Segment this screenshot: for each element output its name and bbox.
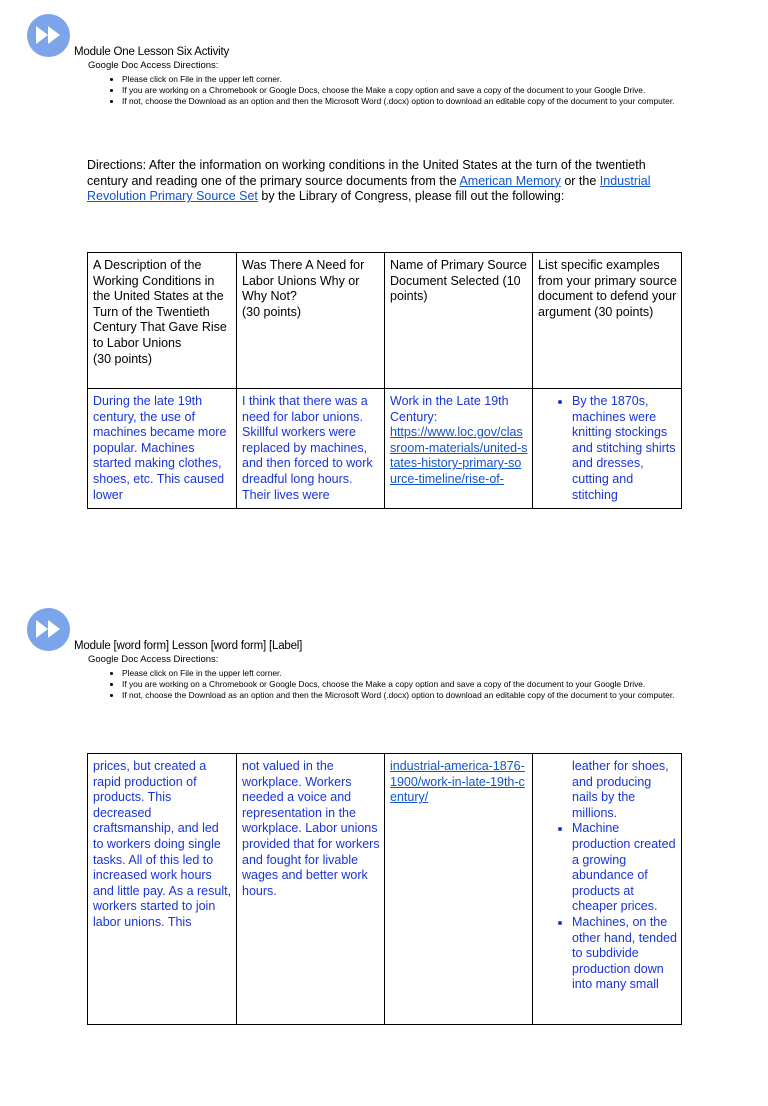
page-1 [0,0,768,512]
fast-forward-icon [36,620,62,638]
source-cell[interactable] [385,754,533,1025]
directions-text: by the Library of Congress, please fill out the following: [257,189,565,204]
primary-source-set-link[interactable]: Industrial Revolution Primary Source Set [87,173,651,204]
access-step: • If you are working on a Chromebook or Google Docs, choose the Make a copy option and save a copy of the document to your Google Drive. [122,85,702,96]
access-step: • Please click on File in the upper left corner. [122,668,702,679]
fast-forward-icon [36,26,62,44]
header-cell-examples: List specific examples from your primary source document to defend your argument (30 points) [533,253,682,389]
example-bullet: • Machines, on the other hand, tended to subdivide production down into many small [572,915,677,993]
directions-paragraph [87,158,687,205]
directions-text: Directions: After the information on working conditions in the United States at the turn of the twentieth century and reading one of the primary source documents from the [87,158,646,188]
examples-cell[interactable] [533,389,682,509]
access-step: • If not, choose the Download as an option and then the Microsoft Word (.docx) option to download an editable copy of the document to your computer. [122,690,702,701]
example-bullet: • Machine production created a growing abundance of products at cheaper prices. [572,821,677,915]
table-row [88,389,682,509]
module-title: Module One Lesson Six Activity [74,46,230,58]
access-directions-list [108,668,702,702]
description-cell[interactable]: prices, but created a rapid production of products. This decreased craftsmanship, and led to workers doing single tasks. All of this led to increased work hours and little pay. As a result, workers started to join labor unions. This [88,754,237,1025]
description-cell[interactable]: During the late 19th century, the use of machines became more popular. Machines started making clothes, shoes, etc. This caused lower [88,389,237,509]
header-cell-description: A Description of the Working Conditions in the United States at the Turn of the Twentieth Century That Gave Rise to Labor Unions (30 points) [88,253,237,389]
access-directions-heading: Google Doc Access Directions: [88,60,219,71]
examples-cell[interactable] [533,754,682,1025]
example-bullet: • By the 1870s, machines were knitting stockings and stitching shirts and dresses, cutting and stitching [572,394,677,503]
need-cell[interactable]: not valued in the workplace. Workers needed a voice and representation in the workplace. Labor unions provided that for workers and fought for livable wages and better work hours. [237,754,385,1025]
source-cell[interactable]: Work in the Late 19th Century: https://www.loc.gov/classroom-materials/united-states-history-primary-source-timeline/rise-of- [385,389,533,509]
module-title: Module [word form] Lesson [word form] [Label] [74,640,303,652]
access-step: • Please click on File in the upper left corner. [122,74,702,85]
fast-forward-button[interactable] [27,608,70,651]
source-link[interactable]: industrial-america-1876-1900/work-in-late-19th-century/ [390,759,525,805]
access-step: • If not, choose the Download as an option and then the Microsoft Word (.docx) option to download an editable copy of the document to your computer. [122,96,702,107]
table-row [88,754,682,1025]
access-directions-list [108,74,702,108]
directions-text: or the [560,173,600,188]
fast-forward-button[interactable] [27,14,70,57]
header-cell-source: Name of Primary Source Document Selected (10 points) [385,253,533,389]
activity-table-continued [87,753,682,1025]
need-cell[interactable]: I think that there was a need for labor unions. Skillful workers were replaced by machines, and then forced to work dreadful long hours. Their lives were [237,389,385,509]
page-2 [0,594,768,1106]
header-cell-need: Was There A Need for Labor Unions Why or Why Not? (30 points) [237,253,385,389]
example-continued-text: leather for shoes, and producing nails by the millions. [572,759,669,820]
source-link[interactable]: https://www.loc.gov/classroom-materials/united-states-history-primary-source-timeline/rise-of- [390,425,528,486]
access-directions-heading: Google Doc Access Directions: [88,654,219,665]
activity-table [87,252,682,509]
american-memory-link[interactable]: American Memory [459,173,561,188]
access-step: • If you are working on a Chromebook or Google Docs, choose the Make a copy option and save a copy of the document to your Google Drive. [122,679,702,690]
table-header-row [88,253,682,389]
